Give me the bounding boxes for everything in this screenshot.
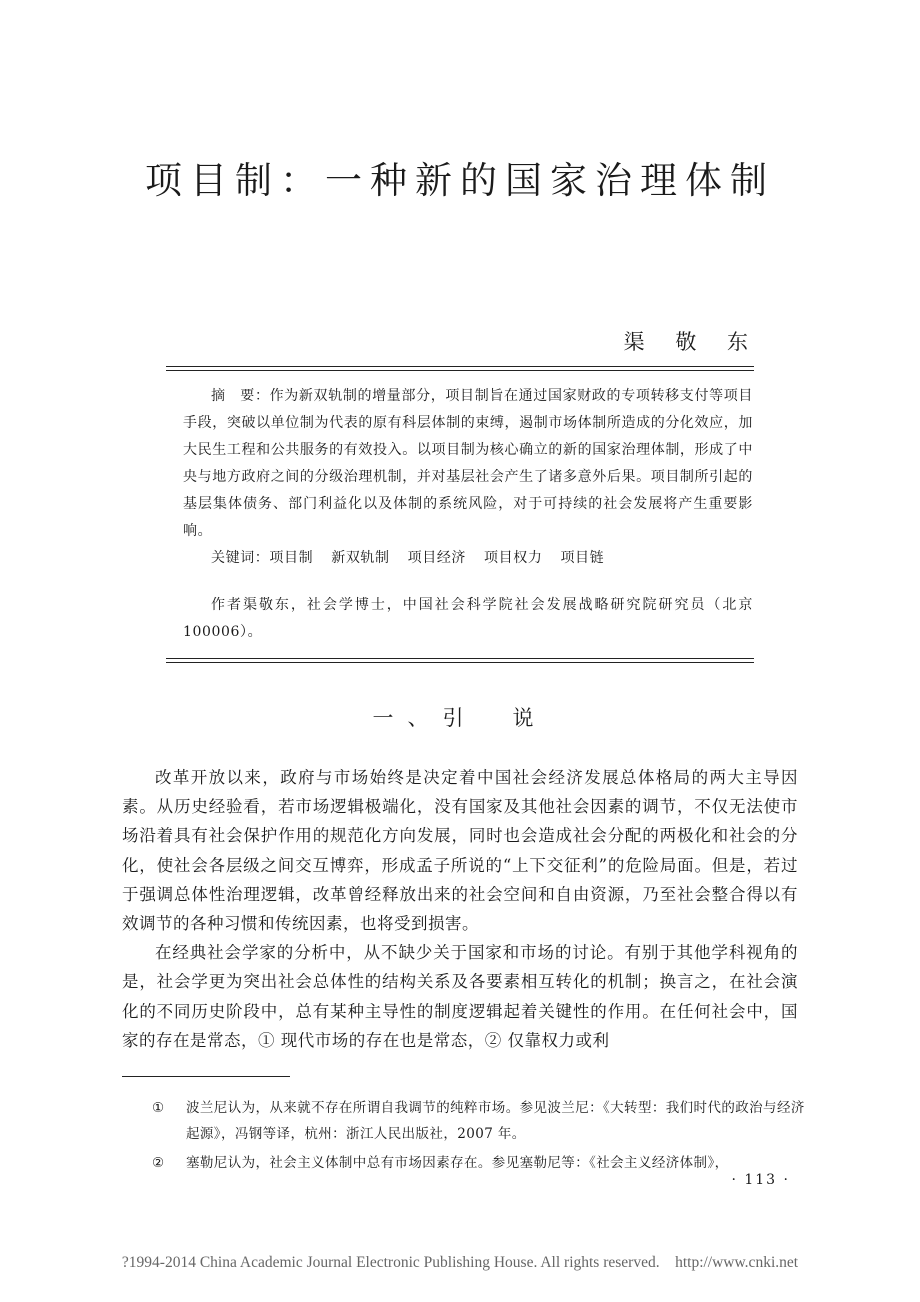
abstract-top-rule xyxy=(166,366,754,371)
keyword: 新双轨制 xyxy=(331,550,390,566)
copyright-footer: ?1994-2014 China Academic Journal Electronic Publishing House. All rights reserved. http://www.cnki.net xyxy=(121,1254,799,1271)
author-note: 作者渠敬东，社会学博士，中国社会科学院社会发展战略研究院研究员（北京100006）。 xyxy=(183,597,753,640)
footnote-mark: ① xyxy=(152,1100,165,1116)
body-paragraph: 在经典社会学家的分析中，从不缺少关于国家和市场的讨论。有别于其他学科视角的是，社会学更为突出社会总体性的结构关系及各要素相互转化的机制；换言之，在社会演化的不同历史阶段中，总有某种主导性的制度逻辑起着关键性的作用。在任何社会中，国家的存在是常态，① 现代市场的存在也是常态，② 仅靠权力或利 xyxy=(122,943,798,1050)
footnote xyxy=(152,1150,812,1176)
footnote xyxy=(152,1095,812,1147)
footnotes xyxy=(152,1095,812,1176)
author-name: 渠 敬 东 xyxy=(623,330,760,354)
section-heading: 一、引 说 xyxy=(372,706,548,730)
footnote-mark: ② xyxy=(152,1155,165,1171)
abstract-text: 作为新双轨制的增量部分，项目制旨在通过国家财政的专项转移支付等项目手段，突破以单位制为代表的原有科层体制的束缚，遏制市场体制所造成的分化效应，加大民生工程和公共服务的有效投入。以项目制为核心确立的新的国家治理体制，形成了中央与地方政府之间的分级治理机制，并对基层社会产生了诸多意外后果。项目制所引起的基层集体债务、部门利益化以及体制的系统风险，对于可持续的社会发展将产生重要影响。 xyxy=(183,388,753,539)
keywords-label: 关键词： xyxy=(211,550,270,566)
footnote-separator xyxy=(122,1076,290,1077)
abstract-paragraph xyxy=(183,383,753,545)
abstract-bottom-rule xyxy=(166,658,754,663)
keyword: 项目制 xyxy=(269,550,314,566)
keyword: 项目权力 xyxy=(484,550,543,566)
keywords-line xyxy=(183,545,753,572)
footnote-text: 波兰尼认为，从来就不存在所谓自我调节的纯粹市场。参见波兰尼：《大转型：我们时代的政治与经济起源》，冯钢等译，杭州：浙江人民出版社，2007 年。 xyxy=(186,1100,805,1142)
page-number: · 113 · xyxy=(731,1172,790,1188)
abstract-block xyxy=(183,383,753,646)
body-text xyxy=(122,763,798,1055)
keyword: 项目链 xyxy=(560,550,605,566)
keyword: 项目经济 xyxy=(407,550,467,566)
article-title: 项目制：一种新的国家治理体制 xyxy=(145,159,775,202)
footnote-text: 塞勒尼认为，社会主义体制中总有市场因素存在。参见塞勒尼等：《社会主义经济体制》， xyxy=(186,1155,729,1171)
body-paragraph: 改革开放以来，政府与市场始终是决定着中国社会经济发展总体格局的两大主导因素。从历史经验看，若市场逻辑极端化，没有国家及其他社会因素的调节，不仅无法使市场沿着具有社会保护作用的规范化方向发展，同时也会造成社会分配的两极化和社会的分化，使社会各层级之间交互博弈，形成孟子所说的“上下交征利”的危险局面。但是，若过于强调总体性治理逻辑，改革曾经释放出来的社会空间和自由资源，乃至社会整合得以有效调节的各种习惯和传统因素，也将受到损害。 xyxy=(122,768,798,934)
abstract-label: 摘 要： xyxy=(211,388,270,404)
